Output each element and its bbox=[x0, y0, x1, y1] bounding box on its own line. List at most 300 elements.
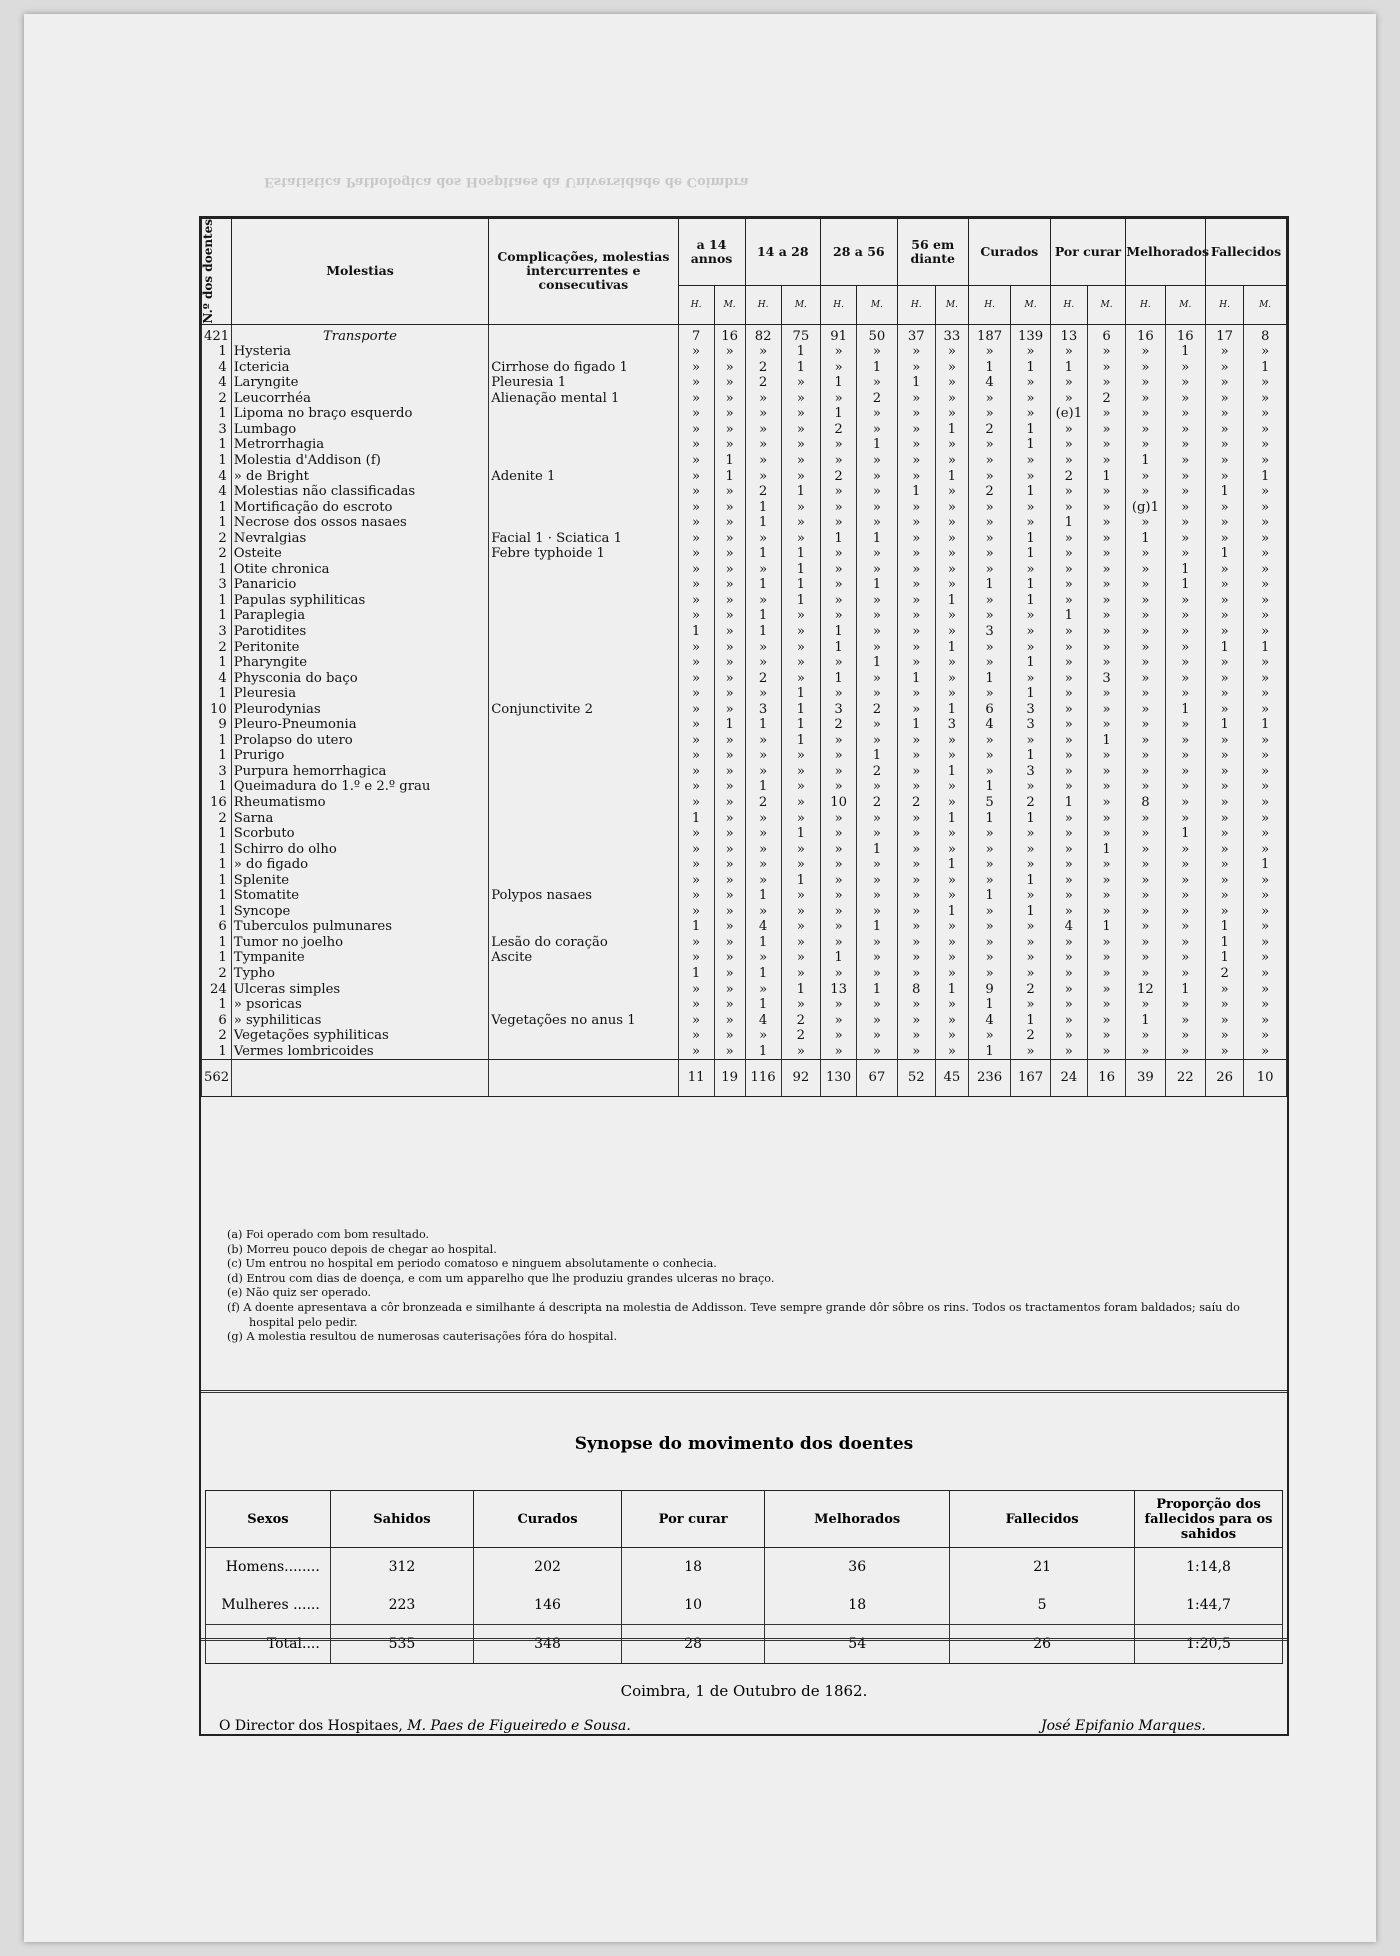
cell-value: 1 bbox=[935, 640, 968, 656]
cell-value: » bbox=[968, 546, 1011, 562]
complication bbox=[489, 717, 678, 733]
cell-value: » bbox=[1244, 982, 1287, 998]
cell-value: » bbox=[857, 1044, 897, 1060]
cell-value: » bbox=[1206, 593, 1244, 609]
cell-value: » bbox=[1087, 935, 1125, 951]
cell-value: » bbox=[1206, 857, 1244, 873]
cell-value: 1 bbox=[781, 717, 820, 733]
cell-value: » bbox=[1087, 702, 1125, 718]
cell-value: 1 bbox=[678, 811, 714, 827]
cell-value: » bbox=[678, 562, 714, 578]
cell-value: » bbox=[781, 919, 820, 935]
cell-value: » bbox=[714, 779, 745, 795]
cell-value: » bbox=[1165, 1028, 1205, 1044]
cell-value: » bbox=[1050, 982, 1087, 998]
cell-value: 1 bbox=[935, 469, 968, 485]
cell-value: 1 bbox=[678, 966, 714, 982]
cell-value: » bbox=[678, 873, 714, 889]
cell-value: » bbox=[897, 686, 935, 702]
total-empty bbox=[489, 1060, 678, 1097]
patient-count: 3 bbox=[202, 764, 232, 780]
subheader-h: H. bbox=[968, 286, 1011, 324]
cell-value: » bbox=[857, 1028, 897, 1044]
cell-value: » bbox=[1165, 671, 1205, 687]
cell-value: » bbox=[1165, 904, 1205, 920]
table-row bbox=[202, 375, 1287, 391]
table-row bbox=[202, 826, 1287, 842]
cell-value: » bbox=[678, 577, 714, 593]
cell-value: » bbox=[968, 826, 1011, 842]
cell-value: 3 bbox=[821, 702, 857, 718]
synopse-header-3: Por curar bbox=[621, 1491, 764, 1548]
table-row bbox=[202, 484, 1287, 500]
cell-value: » bbox=[1165, 391, 1205, 407]
cell-value: » bbox=[1126, 842, 1165, 858]
cell-value: » bbox=[714, 686, 745, 702]
cell-value: 1 bbox=[897, 484, 935, 500]
complication bbox=[489, 982, 678, 998]
cell-value: » bbox=[1087, 826, 1125, 842]
footnote: (d) Entrou com dias de doença, e com um apparelho que lhe produziu grandes ulceras no braço. bbox=[227, 1271, 775, 1285]
cell-value: » bbox=[857, 562, 897, 578]
cell-value: » bbox=[1206, 453, 1244, 469]
cell-value: » bbox=[1050, 484, 1087, 500]
cell-value: » bbox=[1244, 608, 1287, 624]
cell-value: » bbox=[678, 500, 714, 516]
cell-value: » bbox=[821, 733, 857, 749]
cell-value: 2 bbox=[1050, 469, 1087, 485]
table-row bbox=[202, 1044, 1287, 1060]
disease-name: Molestias não classificadas bbox=[231, 484, 488, 500]
disease-name: Leucorrhéa bbox=[231, 391, 488, 407]
complication bbox=[489, 904, 678, 920]
complication bbox=[489, 733, 678, 749]
patient-count: 2 bbox=[202, 966, 232, 982]
cell-value: » bbox=[1165, 1013, 1205, 1029]
cell-value: » bbox=[1087, 562, 1125, 578]
patient-count: 1 bbox=[202, 888, 232, 904]
synopse-header-6: Proporção dos fallecidos para os sahidos bbox=[1135, 1491, 1283, 1548]
signature: José Epifanio Marques. bbox=[1041, 1718, 1206, 1734]
cell-value: 1 bbox=[1165, 577, 1205, 593]
complication bbox=[489, 795, 678, 811]
synopse-header-4: Melhorados bbox=[765, 1491, 950, 1548]
total-value: 16 bbox=[1087, 1060, 1125, 1097]
synopse-header-0: Sexos bbox=[206, 1491, 331, 1548]
cell-value: » bbox=[968, 562, 1011, 578]
synopse-value: 36 bbox=[765, 1548, 950, 1587]
cell-value: » bbox=[678, 453, 714, 469]
cell-value: 2 bbox=[857, 391, 897, 407]
cell-value: » bbox=[1165, 733, 1205, 749]
cell-value: » bbox=[935, 515, 968, 531]
cell-value: » bbox=[1165, 640, 1205, 656]
cell-value: » bbox=[678, 375, 714, 391]
header-group-5: Por curar bbox=[1050, 219, 1126, 286]
cell-value: 8 bbox=[1126, 795, 1165, 811]
patient-count: 1 bbox=[202, 950, 232, 966]
cell-value: » bbox=[821, 919, 857, 935]
cell-value: » bbox=[678, 795, 714, 811]
disease-name: Lumbago bbox=[231, 422, 488, 438]
cell-value: 1 bbox=[968, 671, 1011, 687]
total-value: 130 bbox=[821, 1060, 857, 1097]
cell-value: » bbox=[935, 826, 968, 842]
cell-value: » bbox=[1244, 748, 1287, 764]
cell-value: » bbox=[1165, 422, 1205, 438]
table-row bbox=[202, 391, 1287, 407]
cell-value: » bbox=[1206, 982, 1244, 998]
cell-value: » bbox=[821, 1044, 857, 1060]
cell-value: » bbox=[678, 406, 714, 422]
complication bbox=[489, 1044, 678, 1060]
cell-value: » bbox=[1206, 375, 1244, 391]
cell-value: » bbox=[1050, 748, 1087, 764]
cell-value: » bbox=[1206, 997, 1244, 1013]
patient-count: 1 bbox=[202, 857, 232, 873]
complication: Conjunctivite 2 bbox=[489, 702, 678, 718]
cell-value: » bbox=[897, 469, 935, 485]
cell-value: 1 bbox=[857, 655, 897, 671]
cell-value: » bbox=[714, 515, 745, 531]
cell-value: » bbox=[1165, 531, 1205, 547]
cell-value: 1 bbox=[1244, 360, 1287, 376]
cell-value: » bbox=[1087, 888, 1125, 904]
disease-name: Stomatite bbox=[231, 888, 488, 904]
cell-value: 1 bbox=[1050, 360, 1087, 376]
cell-value: » bbox=[1206, 360, 1244, 376]
cell-value: » bbox=[968, 686, 1011, 702]
cell-value: » bbox=[968, 469, 1011, 485]
table-row bbox=[202, 500, 1287, 516]
table-row bbox=[202, 531, 1287, 547]
disease-name: Paraplegia bbox=[231, 608, 488, 624]
cell-value: 1 bbox=[1011, 686, 1050, 702]
header-group-6: Melhorados bbox=[1126, 219, 1206, 286]
disease-name: Hysteria bbox=[231, 344, 488, 360]
cell-value: » bbox=[745, 1028, 781, 1044]
cell-value: » bbox=[678, 904, 714, 920]
cell-value: » bbox=[821, 655, 857, 671]
cell-value: 1 bbox=[678, 624, 714, 640]
cell-value: » bbox=[745, 437, 781, 453]
cell-value: » bbox=[1011, 344, 1050, 360]
table-row bbox=[202, 717, 1287, 733]
cell-value: » bbox=[1011, 935, 1050, 951]
cell-value: » bbox=[1087, 1044, 1125, 1060]
total-row bbox=[202, 1060, 1287, 1097]
cell-value: » bbox=[1165, 453, 1205, 469]
cell-value: » bbox=[678, 546, 714, 562]
cell-value: » bbox=[1011, 671, 1050, 687]
cell-value: 1 bbox=[1011, 422, 1050, 438]
double-rule bbox=[201, 1390, 1287, 1393]
patient-count: 1 bbox=[202, 842, 232, 858]
cell-value: 1 bbox=[1206, 950, 1244, 966]
cell-value: » bbox=[935, 344, 968, 360]
cell-value: » bbox=[897, 842, 935, 858]
cell-value: » bbox=[857, 733, 897, 749]
cell-value: » bbox=[1050, 375, 1087, 391]
cell-value: » bbox=[1011, 608, 1050, 624]
cell-value: 1 bbox=[821, 406, 857, 422]
table-row bbox=[202, 966, 1287, 982]
cell-value: » bbox=[935, 360, 968, 376]
cell-value: » bbox=[1050, 593, 1087, 609]
cell-value: » bbox=[1165, 748, 1205, 764]
complication bbox=[489, 500, 678, 516]
complication bbox=[489, 997, 678, 1013]
cell-value: 8 bbox=[897, 982, 935, 998]
table-row bbox=[202, 562, 1287, 578]
cell-value: 8 bbox=[1244, 324, 1287, 344]
cell-value: » bbox=[1087, 406, 1125, 422]
cell-value: » bbox=[897, 779, 935, 795]
cell-value: » bbox=[714, 733, 745, 749]
cell-value: » bbox=[935, 842, 968, 858]
table-row bbox=[202, 422, 1287, 438]
cell-value: 1 bbox=[1011, 484, 1050, 500]
complication: Cirrhose do figado 1 bbox=[489, 360, 678, 376]
cell-value: » bbox=[1126, 593, 1165, 609]
cell-value: » bbox=[714, 671, 745, 687]
cell-value: » bbox=[857, 484, 897, 500]
cell-value: » bbox=[678, 437, 714, 453]
cell-value: » bbox=[857, 406, 897, 422]
cell-value: » bbox=[1011, 966, 1050, 982]
cell-value: » bbox=[1126, 344, 1165, 360]
complication bbox=[489, 324, 678, 344]
cell-value: » bbox=[714, 950, 745, 966]
cell-value: » bbox=[935, 484, 968, 500]
cell-value: 1 bbox=[745, 546, 781, 562]
cell-value: » bbox=[1126, 577, 1165, 593]
cell-value: » bbox=[1165, 997, 1205, 1013]
disease-name: Tuberculos pulmunares bbox=[231, 919, 488, 935]
cell-value: » bbox=[897, 826, 935, 842]
cell-value: » bbox=[1126, 873, 1165, 889]
cell-value: » bbox=[821, 888, 857, 904]
cell-value: » bbox=[1206, 671, 1244, 687]
disease-name: Metrorrhagia bbox=[231, 437, 488, 453]
cell-value: 1 bbox=[745, 500, 781, 516]
cell-value: » bbox=[745, 531, 781, 547]
disease-name: Pleuresia bbox=[231, 686, 488, 702]
cell-value: 13 bbox=[821, 982, 857, 998]
complication bbox=[489, 1028, 678, 1044]
cell-value: » bbox=[1087, 686, 1125, 702]
cell-value: » bbox=[781, 608, 820, 624]
cell-value: » bbox=[1244, 531, 1287, 547]
subheader-m: M. bbox=[1087, 286, 1125, 324]
cell-value: » bbox=[935, 919, 968, 935]
cell-value: » bbox=[1011, 453, 1050, 469]
cell-value: » bbox=[781, 453, 820, 469]
cell-value: » bbox=[1087, 795, 1125, 811]
cell-value: » bbox=[1165, 811, 1205, 827]
cell-value: » bbox=[968, 655, 1011, 671]
complication: Pleuresia 1 bbox=[489, 375, 678, 391]
cell-value: » bbox=[935, 873, 968, 889]
cell-value: » bbox=[781, 764, 820, 780]
cell-value: » bbox=[1050, 873, 1087, 889]
complication bbox=[489, 686, 678, 702]
cell-value: 1 bbox=[935, 593, 968, 609]
cell-value: 2 bbox=[968, 422, 1011, 438]
table-row bbox=[202, 344, 1287, 360]
cell-value: » bbox=[1126, 733, 1165, 749]
disease-name: » de Bright bbox=[231, 469, 488, 485]
cell-value: » bbox=[1126, 655, 1165, 671]
synopse-sex: Total.... bbox=[206, 1625, 331, 1664]
patient-count: 2 bbox=[202, 640, 232, 656]
cell-value: » bbox=[678, 888, 714, 904]
table-row bbox=[202, 577, 1287, 593]
table-row bbox=[202, 733, 1287, 749]
cell-value: 1 bbox=[897, 717, 935, 733]
cell-value: » bbox=[857, 640, 897, 656]
cell-value: 2 bbox=[821, 469, 857, 485]
cell-value: » bbox=[821, 1013, 857, 1029]
cell-value: » bbox=[1011, 375, 1050, 391]
cell-value: 1 bbox=[935, 982, 968, 998]
total-value: 116 bbox=[745, 1060, 781, 1097]
cell-value: » bbox=[745, 686, 781, 702]
footnote: (g) A molestia resultou de numerosas cauterisações fóra do hospital. bbox=[227, 1330, 618, 1344]
cell-value: » bbox=[1244, 1028, 1287, 1044]
disease-name: Molestia d'Addison (f) bbox=[231, 453, 488, 469]
cell-value: » bbox=[897, 453, 935, 469]
cell-value: 2 bbox=[1011, 982, 1050, 998]
cell-value: » bbox=[897, 733, 935, 749]
cell-value: 1 bbox=[781, 360, 820, 376]
cell-value: » bbox=[897, 531, 935, 547]
table-row bbox=[202, 546, 1287, 562]
cell-value: » bbox=[678, 842, 714, 858]
cell-value: » bbox=[821, 546, 857, 562]
header-group-3: 56 em diante bbox=[897, 219, 968, 286]
cell-value: » bbox=[1206, 764, 1244, 780]
cell-value: » bbox=[1165, 406, 1205, 422]
cell-value: » bbox=[1206, 406, 1244, 422]
cell-value: » bbox=[745, 904, 781, 920]
cell-value: » bbox=[1050, 686, 1087, 702]
cell-value: 6 bbox=[1087, 324, 1125, 344]
cell-value: » bbox=[935, 406, 968, 422]
synopse-value: 18 bbox=[765, 1586, 950, 1625]
cell-value: » bbox=[897, 966, 935, 982]
cell-value: » bbox=[745, 453, 781, 469]
disease-name: Vegetações syphiliticas bbox=[231, 1028, 488, 1044]
cell-value: » bbox=[714, 702, 745, 718]
cell-value: » bbox=[1244, 795, 1287, 811]
cell-value: » bbox=[714, 344, 745, 360]
cell-value: » bbox=[1011, 997, 1050, 1013]
disease-name: Syncope bbox=[231, 904, 488, 920]
cell-value: » bbox=[935, 795, 968, 811]
cell-value: 1 bbox=[745, 1044, 781, 1060]
cell-value: » bbox=[1050, 422, 1087, 438]
cell-value: 1 bbox=[821, 950, 857, 966]
cell-value: » bbox=[1206, 1013, 1244, 1029]
cell-value: » bbox=[1244, 500, 1287, 516]
cell-value: » bbox=[1126, 406, 1165, 422]
cell-value: » bbox=[678, 531, 714, 547]
cell-value: » bbox=[1050, 904, 1087, 920]
cell-value: » bbox=[897, 873, 935, 889]
cell-value: 1 bbox=[857, 360, 897, 376]
cell-value: » bbox=[1087, 1013, 1125, 1029]
cell-value: » bbox=[678, 997, 714, 1013]
cell-value: » bbox=[1050, 826, 1087, 842]
cell-value: 82 bbox=[745, 324, 781, 344]
cell-value: » bbox=[1050, 935, 1087, 951]
cell-value: » bbox=[781, 1044, 820, 1060]
cell-value: » bbox=[781, 624, 820, 640]
cell-value: » bbox=[857, 857, 897, 873]
cell-value: » bbox=[821, 748, 857, 764]
cell-value: » bbox=[968, 391, 1011, 407]
cell-value: » bbox=[1165, 593, 1205, 609]
cell-value: 2 bbox=[897, 795, 935, 811]
cell-value: » bbox=[714, 360, 745, 376]
cell-value: » bbox=[1087, 624, 1125, 640]
cell-value: » bbox=[678, 1028, 714, 1044]
cell-value: » bbox=[745, 857, 781, 873]
cell-value: » bbox=[935, 733, 968, 749]
cell-value: » bbox=[935, 453, 968, 469]
complication: Febre typhoide 1 bbox=[489, 546, 678, 562]
cell-value: » bbox=[1244, 888, 1287, 904]
table-row bbox=[202, 1028, 1287, 1044]
cell-value: 1 bbox=[781, 562, 820, 578]
director-line bbox=[219, 1718, 631, 1734]
cell-value: » bbox=[714, 422, 745, 438]
table-row bbox=[202, 515, 1287, 531]
cell-value: » bbox=[1244, 391, 1287, 407]
cell-value: » bbox=[935, 391, 968, 407]
complication bbox=[489, 748, 678, 764]
cell-value: » bbox=[714, 608, 745, 624]
total-value: 92 bbox=[781, 1060, 820, 1097]
cell-value: » bbox=[1165, 608, 1205, 624]
cell-value: 2 bbox=[1087, 391, 1125, 407]
cell-value: 1 bbox=[1165, 562, 1205, 578]
cell-value: 2 bbox=[857, 764, 897, 780]
cell-value: » bbox=[1206, 469, 1244, 485]
cell-value: » bbox=[968, 344, 1011, 360]
cell-value: » bbox=[821, 1028, 857, 1044]
cell-value: » bbox=[714, 640, 745, 656]
table-row bbox=[202, 950, 1287, 966]
cell-value: » bbox=[1206, 779, 1244, 795]
disease-name: Pleurodynias bbox=[231, 702, 488, 718]
cell-value: » bbox=[745, 344, 781, 360]
synopse-header-2: Curados bbox=[474, 1491, 622, 1548]
header-num: N.º dos doentes bbox=[202, 219, 232, 325]
cell-value: 1 bbox=[857, 437, 897, 453]
cell-value: » bbox=[1244, 1044, 1287, 1060]
table-row bbox=[202, 748, 1287, 764]
cell-value: » bbox=[857, 717, 897, 733]
cell-value: » bbox=[821, 842, 857, 858]
synopse-value: 223 bbox=[330, 1586, 473, 1625]
cell-value: » bbox=[1050, 500, 1087, 516]
cell-value: » bbox=[897, 748, 935, 764]
complication bbox=[489, 671, 678, 687]
header-group-7: Fallecidos bbox=[1206, 219, 1287, 286]
cell-value: » bbox=[1087, 1028, 1125, 1044]
